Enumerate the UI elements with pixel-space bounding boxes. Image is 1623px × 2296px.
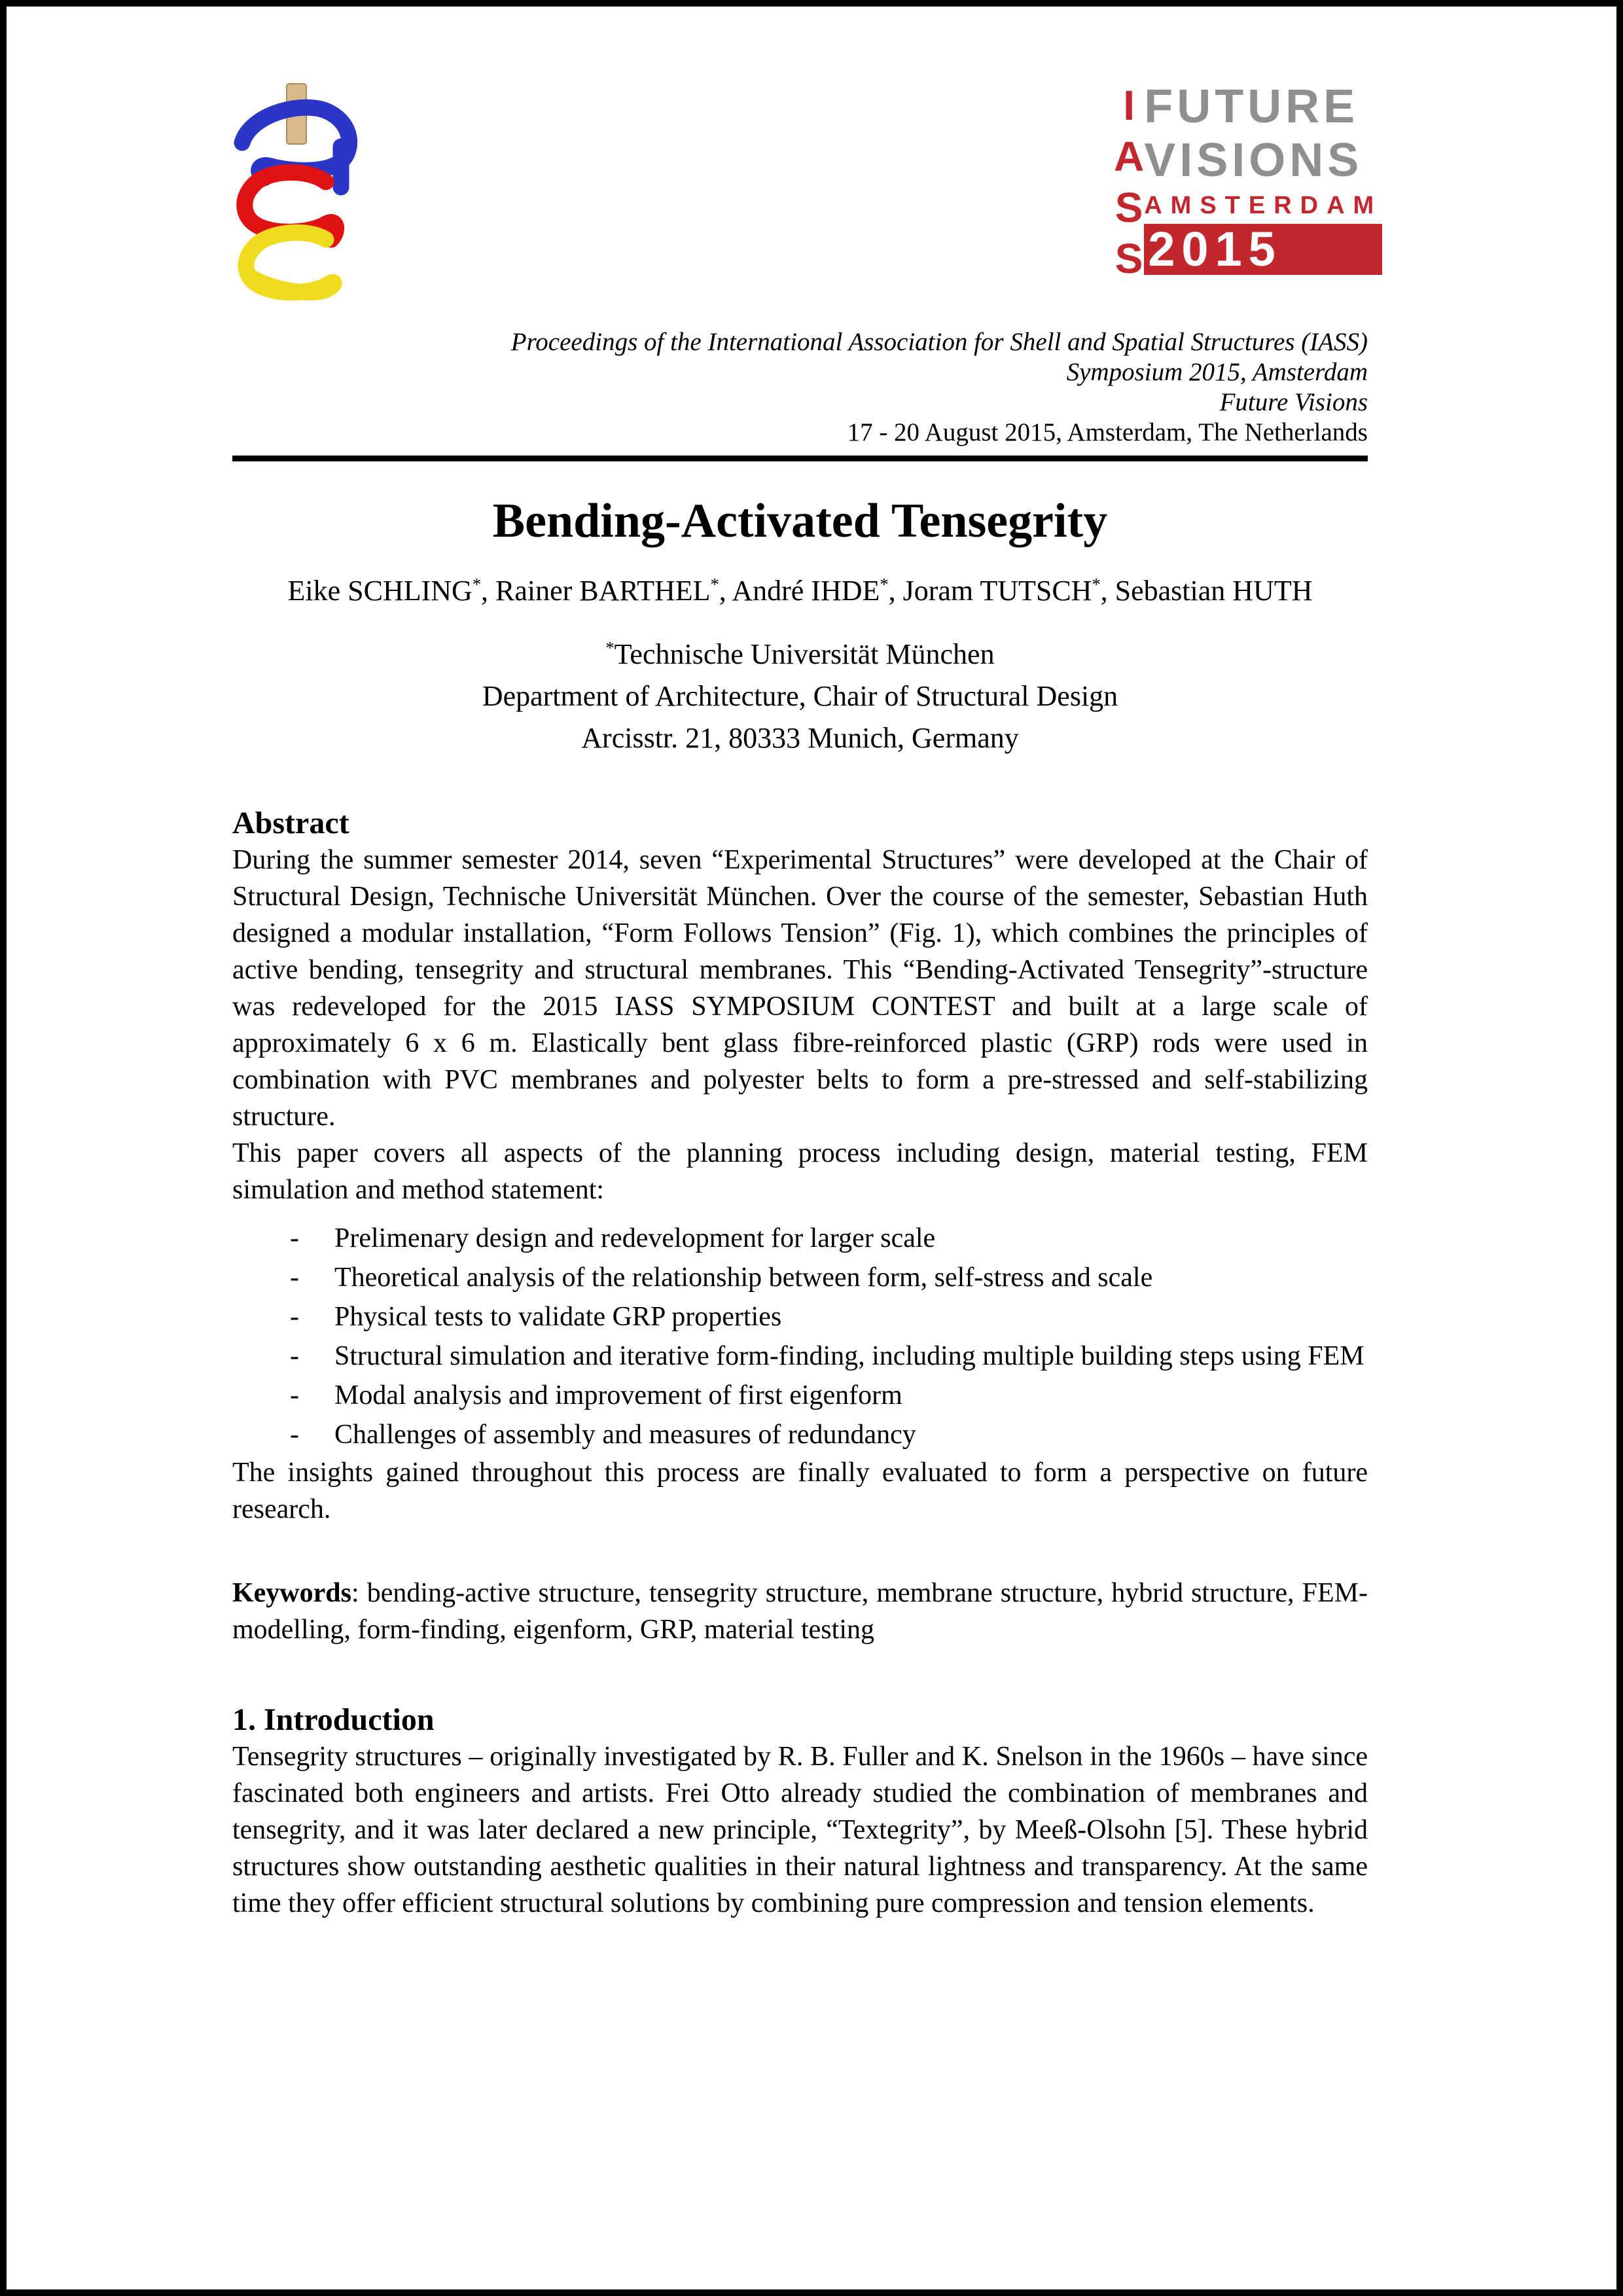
bullet-text-3: Physical tests to validate GRP properties bbox=[334, 1302, 782, 1332]
bullet-text-4: Structural simulation and iterative form-finding, including multiple building steps using FEM bbox=[334, 1341, 1364, 1371]
logo-letter-i: I bbox=[1123, 82, 1135, 129]
logo-iass-letters bbox=[1114, 80, 1144, 284]
introduction-paragraph: Tensegrity structures – originally investigated by R. B. Fuller and K. Snelson in the 1960s – have since fascinated both engineers and artists. Frei Otto already studied the combination of membranes and tensegrity, and it was later declared a new principle, “Textegrity”, by Meeß-Olsohn [5]. These hybrid structures show outstanding aesthetic qualities in their natural lightness and transparency. At the same time they offer efficient structural solutions by combining pure compression and tension elements. bbox=[232, 1742, 1368, 1918]
affiliation-address: Arcisstr. 21, 80333 Munich, Germany bbox=[581, 722, 1019, 754]
list-item bbox=[232, 1219, 1368, 1258]
affiliation-university-name: Technische Universität München bbox=[614, 638, 995, 670]
logo-yellow-spiral bbox=[246, 232, 334, 292]
author-1-marker: * bbox=[472, 574, 482, 594]
keywords-list: : bending-active structure, tensegrity structure, membrane structure, hybrid structure, FEM-modelling, form-finding, eigenform, GRP, material testing bbox=[232, 1578, 1368, 1645]
authors-line bbox=[232, 573, 1368, 609]
theme-line: Future Visions bbox=[1219, 388, 1368, 416]
abstract-paragraph-3: The insights gained throughout this process are finally evaluated to form a perspective on future research. bbox=[232, 1458, 1368, 1524]
future-visions-logo bbox=[1114, 80, 1383, 284]
bullet-dash: - bbox=[290, 1263, 299, 1293]
bullet-text-5: Modal analysis and improvement of first eigenform bbox=[334, 1380, 902, 1410]
logo-word-visions: VISIONS bbox=[1144, 134, 1363, 187]
bullet-text-2: Theoretical analysis of the relationship between form, self-stress and scale bbox=[334, 1263, 1153, 1293]
keywords-line bbox=[232, 1575, 1368, 1648]
logo-year: 2015 bbox=[1148, 222, 1282, 276]
iass-spiral-graphic bbox=[228, 82, 365, 302]
bullet-dash: - bbox=[290, 1380, 299, 1410]
bullet-text-1: Prelimenary design and redevelopment for larger scale bbox=[334, 1223, 936, 1253]
abstract-bullet-list bbox=[232, 1219, 1368, 1454]
author-4: Joram TUTSCH bbox=[902, 575, 1092, 607]
iass-spiral-logo bbox=[228, 82, 365, 302]
author-3-marker: * bbox=[880, 574, 889, 594]
list-item bbox=[232, 1336, 1368, 1376]
list-item bbox=[232, 1297, 1368, 1336]
author-5: Sebastian HUTH bbox=[1115, 575, 1313, 607]
author-sep-4: , bbox=[1100, 575, 1115, 607]
list-item bbox=[232, 1258, 1368, 1297]
logo-letter-a: A bbox=[1114, 133, 1145, 180]
proceedings-line: Proceedings of the International Association for Shell and Spatial Structures (IASS) bbox=[510, 328, 1368, 356]
dates-line: 17 - 20 August 2015, Amsterdam, The Netherlands bbox=[847, 418, 1368, 446]
author-2: Rainer BARTHEL bbox=[495, 575, 711, 607]
bullet-text-6: Challenges of assembly and measures of redundancy bbox=[334, 1420, 916, 1450]
abstract-paragraph-2: This paper covers all aspects of the planning process including design, material testing, FEM simulation and method statement: bbox=[232, 1138, 1368, 1205]
affiliation-block bbox=[232, 634, 1368, 759]
author-2-marker: * bbox=[710, 574, 719, 594]
logo-word-amsterdam: AMSTERDAM bbox=[1144, 192, 1383, 219]
header-rule bbox=[232, 456, 1368, 461]
logo-word-future: FUTURE bbox=[1144, 81, 1359, 133]
paper-content bbox=[232, 492, 1368, 1922]
author-4-marker: * bbox=[1092, 574, 1101, 594]
keywords-label: Keywords bbox=[232, 1578, 351, 1608]
symposium-line: Symposium 2015, Amsterdam bbox=[1066, 358, 1368, 386]
affiliation-university bbox=[232, 634, 1368, 675]
introduction-heading: 1. Introduction bbox=[232, 1702, 435, 1737]
abstract-paragraph-1: During the summer semester 2014, seven “Experimental Structures” were developed at the Chair of Structural Design, Technische Universität München. Over the course of the semester, Sebastian Huth designed a modular installation, “Form Follows Tension” (Fig. 1), which combines the principles of active bending, tensegrity and structural membranes. This “Bending-Activated Tensegrity”-structure was redeveloped for the 2015 IASS SYMPOSIUM CONTEST and built at a large scale of approximately 6 x 6 m. Elastically bent glass fibre-reinforced plastic (GRP) rods were used in combination with PVC membranes and polyester belts to form a pre-stressed and self-stabilizing structure. bbox=[232, 845, 1368, 1132]
bullet-dash: - bbox=[290, 1223, 299, 1253]
list-item bbox=[232, 1376, 1368, 1415]
bullet-dash: - bbox=[290, 1341, 299, 1371]
logo-letter-s2: S bbox=[1115, 235, 1143, 282]
author-sep-2: , bbox=[719, 575, 732, 607]
bullet-dash: - bbox=[290, 1420, 299, 1450]
header-meta bbox=[232, 327, 1368, 448]
author-sep-1: , bbox=[481, 575, 496, 607]
author-sep-3: , bbox=[888, 575, 903, 607]
affiliation-department: Department of Architecture, Chair of Structural Design bbox=[482, 680, 1118, 712]
logo-letter-s1: S bbox=[1115, 184, 1143, 231]
list-item bbox=[232, 1415, 1368, 1454]
affiliation-marker: * bbox=[605, 637, 615, 658]
author-1: Eike SCHLING bbox=[287, 575, 473, 607]
author-3: André IHDE bbox=[732, 575, 880, 607]
paper-title: Bending-Activated Tensegrity bbox=[492, 494, 1108, 548]
logo-year-banner bbox=[1144, 224, 1382, 275]
bullet-dash: - bbox=[290, 1302, 299, 1332]
abstract-heading: Abstract bbox=[232, 806, 349, 840]
